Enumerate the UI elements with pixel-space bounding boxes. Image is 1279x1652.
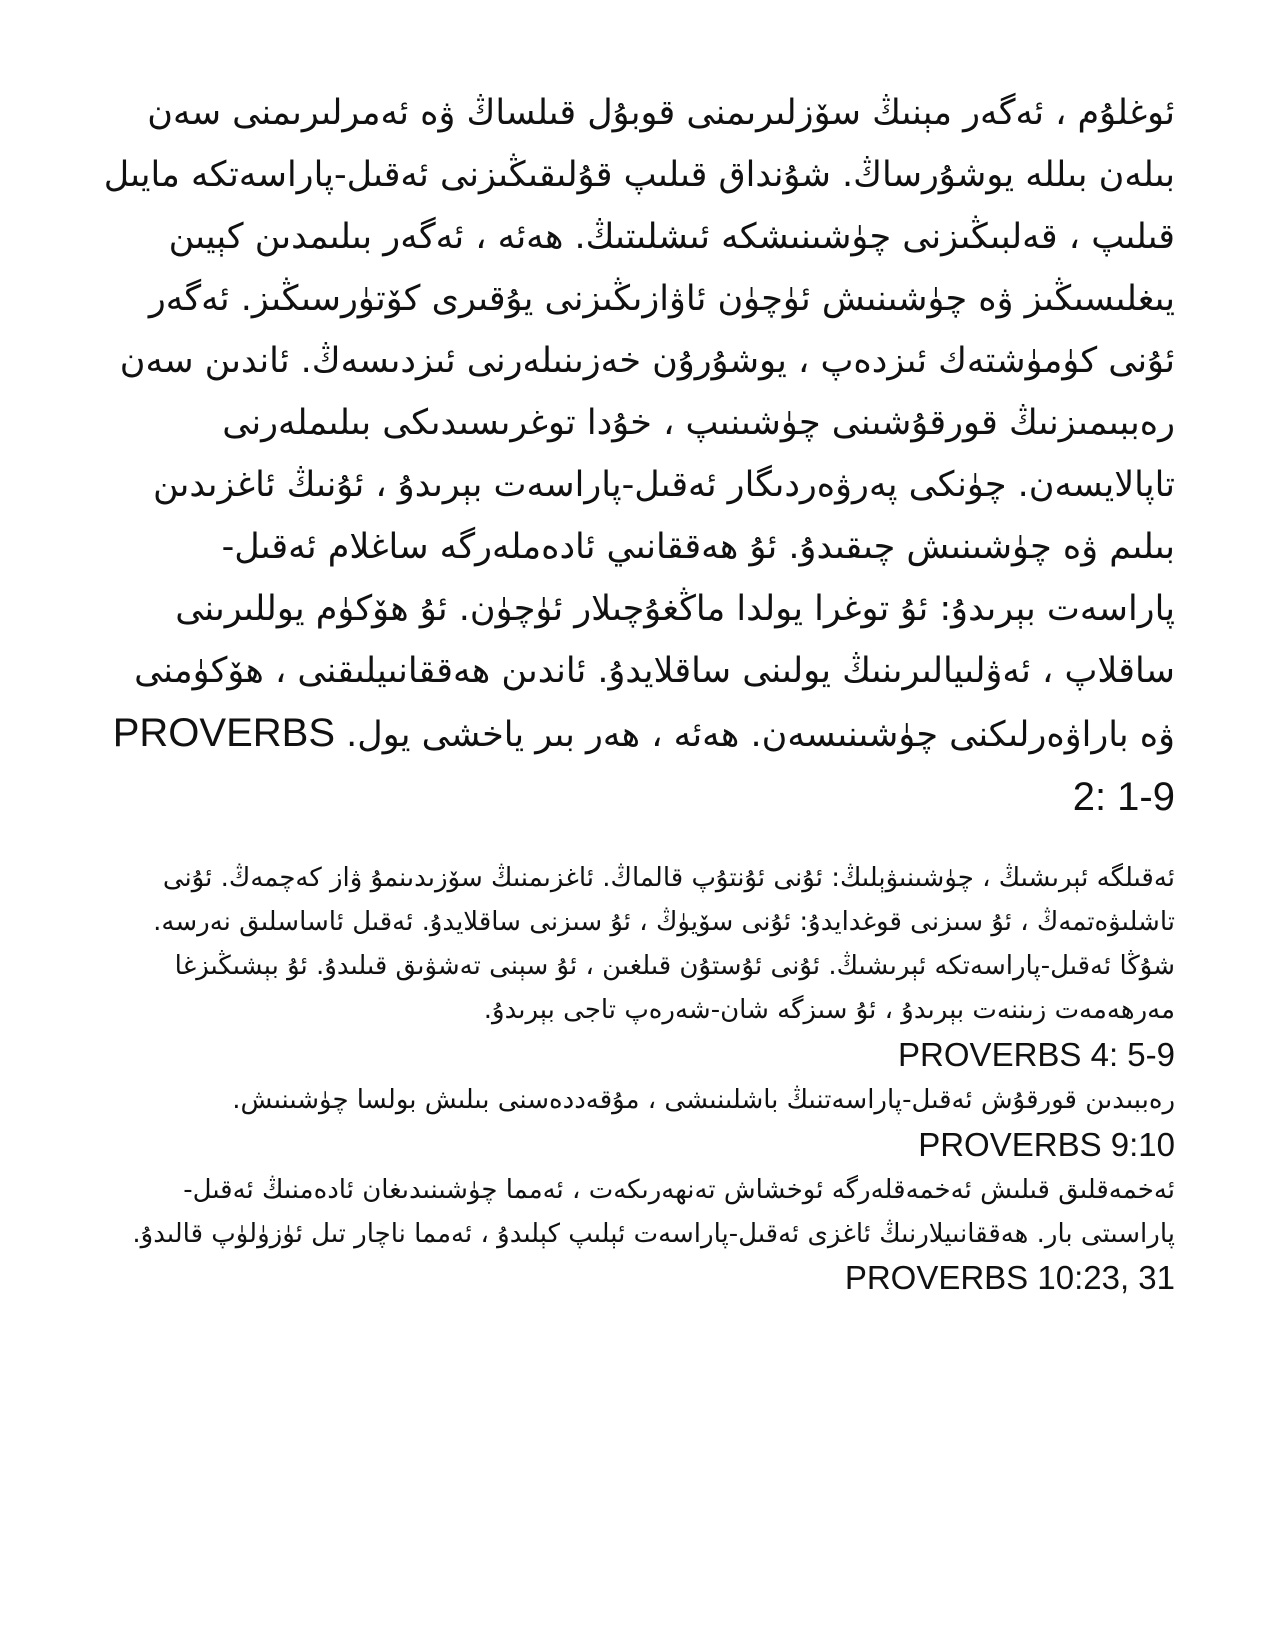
passage-proverbs-2 <box>95 82 1175 830</box>
spacer <box>95 830 1175 856</box>
passage-text: ئوغلۇم ، ئەگەر مېنىڭ سۆزلىرىمنى قوبۇل قىلساڭ ۋە ئەمرلىرىمنى سەن بىلەن بىللە يوشۇرساڭ. شۇنداق قىلىپ قۇلىقىڭىزنى ئەقىل-پاراسەتكە مايىل قىلىپ ، قەلبىڭىزنى چۈشىنىشكە ئىشلىتىڭ. ھەئە ، ئەگەر بىلىمدىن كېيىن يىغلىسىڭىز ۋە چۈشىنىش ئۈچۈن ئاۋازىڭىزنى يۇقىرى كۆتۈرسىڭىز. ئەگەر ئۇنى كۈمۈشتەك ئىزدەپ ، يوشۇرۇن خەزىنىلەرنى ئىزدىسەڭ. ئاندىن سەن رەببىمىزنىڭ قورقۇشىنى چۈشىنىپ ، خۇدا توغرىسىدىكى بىلىملەرنى تاپالايسەن. چۈنكى پەرۋەردىگار ئەقىل-پاراسەت بېرىدۇ ، ئۇنىڭ ئاغزىدىن بىلىم ۋە چۈشىنىش چىقىدۇ. ئۇ ھەققانىي ئادەملەرگە ساغلام ئەقىل-پاراسەت بېرىدۇ: ئۇ توغرا يولدا ماڭغۇچىلار ئۈچۈن. ئۇ ھۆكۈم يوللىرىنى ساقلاپ ، ئەۋلىيالىرىنىڭ يولىنى ساقلايدۇ. ئاندىن ھەققانىيلىقنى ، ھۆكۈمنى ۋە باراۋەرلىكنى چۈشىنىسەن. ھەئە ، ھەر بىر ياخشى يول. <box>103 93 1175 755</box>
scripture-reference: PROVERBS 9:10 <box>918 1126 1175 1163</box>
passage-proverbs-9: رەببىدىن قورقۇش ئەقىل-پاراسەتنىڭ باشلىنىشى ، مۇقەددەسنى بىلىش بولسا چۈشىنىش. <box>232 1085 1175 1115</box>
scripture-reference: PROVERBS 10:23, 31 <box>844 1259 1175 1296</box>
passage-proverbs-10 <box>95 1168 1175 1303</box>
passage-text: ئەخمەقلىق قىلىش ئەخمەقلەرگە ئوخشاش تەنھەرىكەت ، ئەمما چۈشىنىدىغان ئادەمنىڭ ئەقىل-پاراسىتى بار. ھەققانىيلارنىڭ ئاغزى ئەقىل-پاراسەت ئېلىپ كېلىدۇ ، ئەمما ناچار تىل ئۈزۈلۈپ قالىدۇ. <box>132 1175 1175 1249</box>
scripture-reference: PROVERBS 2: 1-9 <box>112 711 1175 819</box>
document-page <box>95 82 1175 1303</box>
scripture-reference: PROVERBS 4: 5-9 <box>898 1036 1175 1073</box>
passage-proverbs-4: ئەقىلگە ئېرىشىڭ ، چۈشىنىۋېلىڭ: ئۇنى ئۇنتۇپ قالماڭ. ئاغزىمنىڭ سۆزىدىنمۇ ۋاز كەچمەڭ. ئۇنى تاشلىۋەتمەڭ ، ئۇ سىزنى قوغدايدۇ: ئۇنى سۆيۈڭ ، ئۇ سىزنى ساقلايدۇ. ئەقىل ئاساسلىق نەرسە. شۇڭا ئەقىل-پاراسەتكە ئېرىشىڭ. ئۇنى ئۇستۇن قىلغىن ، ئۇ سېنى تەشۋىق قىلىدۇ. ئۇ بېشىڭىزغا مەرھەمەت زىننەت بېرىدۇ ، ئۇ سىزگە شان-شەرەپ تاجى بېرىدۇ. <box>153 863 1175 1025</box>
